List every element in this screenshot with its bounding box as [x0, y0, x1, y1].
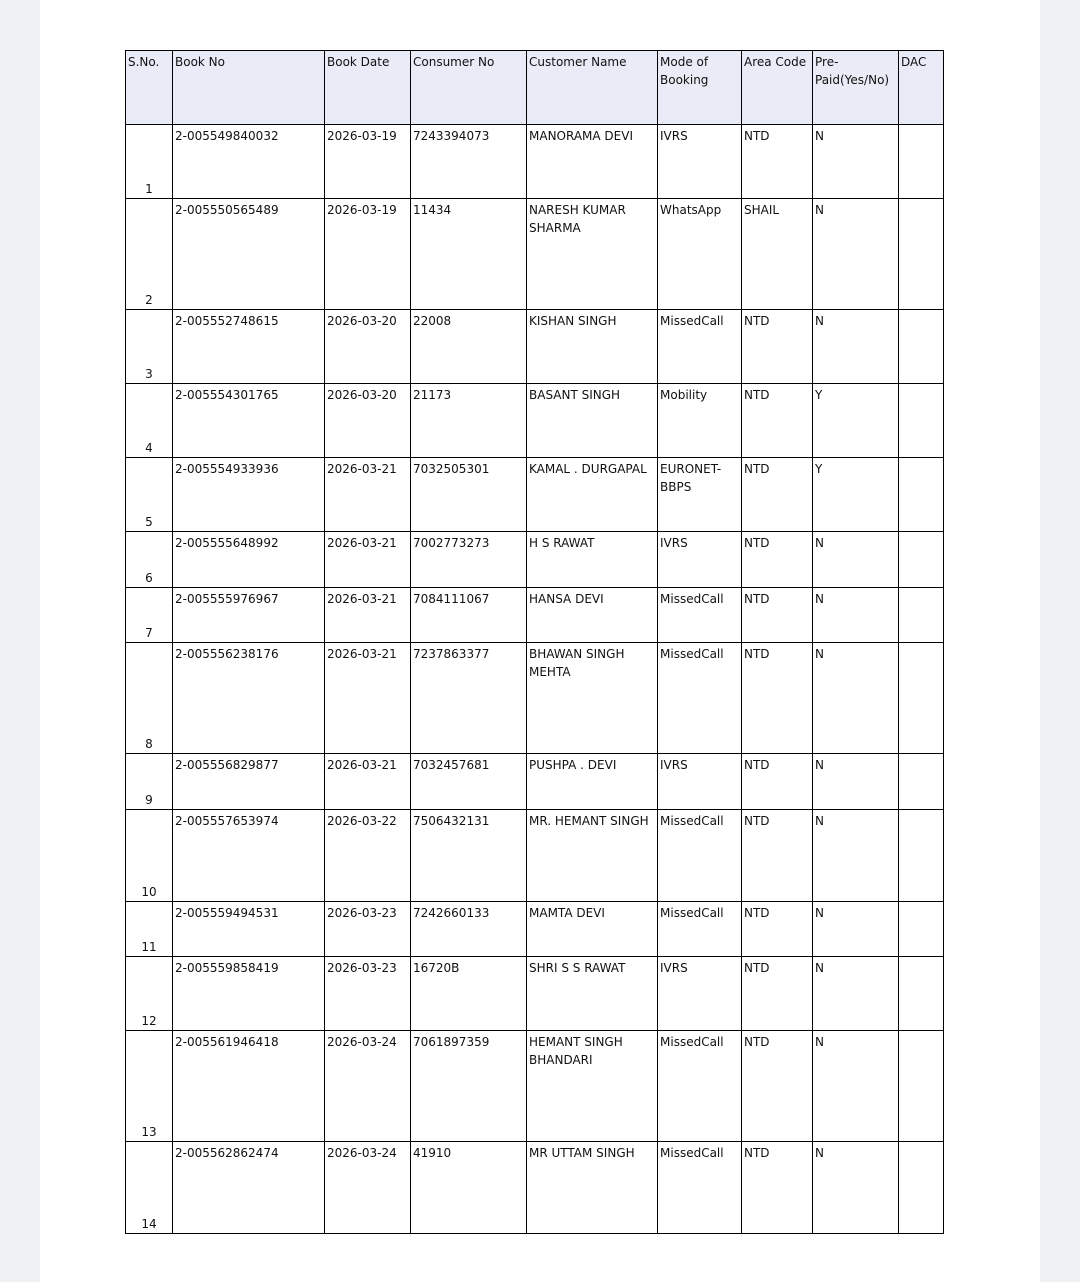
consumer-no-cell: 11434 — [411, 199, 527, 310]
sno-cell: 12 — [126, 957, 173, 1031]
sno-cell: 2 — [126, 199, 173, 310]
sno-cell: 13 — [126, 1031, 173, 1142]
header-sno: S.No. — [126, 51, 173, 125]
table-row — [126, 532, 944, 588]
header-row — [126, 51, 944, 125]
customer-name-cell: BASANT SINGH — [527, 384, 658, 458]
mode-of-booking-cell: IVRS — [658, 125, 742, 199]
prepaid-cell: N — [813, 902, 899, 957]
customer-name-cell: KAMAL . DURGAPAL — [527, 458, 658, 532]
area-code-cell: SHAIL — [742, 199, 813, 310]
book-date-cell: 2026-03-20 — [325, 310, 411, 384]
dac-cell — [899, 384, 944, 458]
book-no-cell: 2-005559494531 — [173, 902, 325, 957]
header-book-date: Book Date — [325, 51, 411, 125]
area-code-cell: NTD — [742, 754, 813, 810]
book-no-cell: 2-005554933936 — [173, 458, 325, 532]
book-no-cell: 2-005552748615 — [173, 310, 325, 384]
area-code-cell: NTD — [742, 384, 813, 458]
prepaid-cell: N — [813, 199, 899, 310]
customer-name-cell: HEMANT SINGH BHANDARI — [527, 1031, 658, 1142]
mode-of-booking-cell: MissedCall — [658, 588, 742, 643]
dac-cell — [899, 1031, 944, 1142]
book-date-cell: 2026-03-21 — [325, 458, 411, 532]
dac-cell — [899, 458, 944, 532]
prepaid-cell: N — [813, 957, 899, 1031]
customer-name-cell: H S RAWAT — [527, 532, 658, 588]
consumer-no-cell: 21173 — [411, 384, 527, 458]
table-row — [126, 1031, 944, 1142]
book-no-cell: 2-005550565489 — [173, 199, 325, 310]
customer-name-cell: KISHAN SINGH — [527, 310, 658, 384]
book-no-cell: 2-005549840032 — [173, 125, 325, 199]
book-no-cell: 2-005555648992 — [173, 532, 325, 588]
customer-name-cell: MANORAMA DEVI — [527, 125, 658, 199]
mode-of-booking-cell: IVRS — [658, 532, 742, 588]
sno-cell: 9 — [126, 754, 173, 810]
book-date-cell: 2026-03-21 — [325, 588, 411, 643]
dac-cell — [899, 754, 944, 810]
sno-cell: 6 — [126, 532, 173, 588]
book-no-cell: 2-005554301765 — [173, 384, 325, 458]
table-row — [126, 199, 944, 310]
table-row — [126, 902, 944, 957]
dac-cell — [899, 199, 944, 310]
area-code-cell: NTD — [742, 957, 813, 1031]
sno-cell: 8 — [126, 643, 173, 754]
prepaid-cell: N — [813, 310, 899, 384]
prepaid-cell: Y — [813, 384, 899, 458]
header-dac: DAC — [899, 51, 944, 125]
prepaid-cell: N — [813, 125, 899, 199]
mode-of-booking-cell: Mobility — [658, 384, 742, 458]
area-code-cell: NTD — [742, 902, 813, 957]
book-date-cell: 2026-03-21 — [325, 643, 411, 754]
customer-name-cell: MR. HEMANT SINGH — [527, 810, 658, 902]
prepaid-cell: N — [813, 754, 899, 810]
area-code-cell: NTD — [742, 1142, 813, 1234]
book-date-cell: 2026-03-23 — [325, 957, 411, 1031]
dac-cell — [899, 1142, 944, 1234]
dac-cell — [899, 532, 944, 588]
prepaid-cell: N — [813, 1142, 899, 1234]
sno-cell: 3 — [126, 310, 173, 384]
book-date-cell: 2026-03-24 — [325, 1031, 411, 1142]
book-date-cell: 2026-03-20 — [325, 384, 411, 458]
sno-cell: 1 — [126, 125, 173, 199]
consumer-no-cell: 7061897359 — [411, 1031, 527, 1142]
booking-table — [125, 50, 944, 1234]
book-no-cell: 2-005562862474 — [173, 1142, 325, 1234]
dac-cell — [899, 810, 944, 902]
consumer-no-cell: 41910 — [411, 1142, 527, 1234]
table-row — [126, 310, 944, 384]
area-code-cell: NTD — [742, 532, 813, 588]
dac-cell — [899, 588, 944, 643]
prepaid-cell: N — [813, 588, 899, 643]
consumer-no-cell: 16720B — [411, 957, 527, 1031]
header-area-code: Area Code — [742, 51, 813, 125]
book-date-cell: 2026-03-21 — [325, 754, 411, 810]
prepaid-cell: Y — [813, 458, 899, 532]
dac-cell — [899, 125, 944, 199]
consumer-no-cell: 7032505301 — [411, 458, 527, 532]
header-customer-name: Customer Name — [527, 51, 658, 125]
mode-of-booking-cell: MissedCall — [658, 810, 742, 902]
book-no-cell: 2-005556829877 — [173, 754, 325, 810]
book-no-cell: 2-005561946418 — [173, 1031, 325, 1142]
table-row — [126, 125, 944, 199]
mode-of-booking-cell: MissedCall — [658, 902, 742, 957]
book-date-cell: 2026-03-21 — [325, 532, 411, 588]
book-date-cell: 2026-03-19 — [325, 199, 411, 310]
mode-of-booking-cell: WhatsApp — [658, 199, 742, 310]
table-row — [126, 384, 944, 458]
area-code-cell: NTD — [742, 643, 813, 754]
customer-name-cell: BHAWAN SINGH MEHTA — [527, 643, 658, 754]
mode-of-booking-cell: MissedCall — [658, 1142, 742, 1234]
mode-of-booking-cell: MissedCall — [658, 1031, 742, 1142]
book-no-cell: 2-005555976967 — [173, 588, 325, 643]
dac-cell — [899, 310, 944, 384]
table-row — [126, 588, 944, 643]
book-no-cell: 2-005556238176 — [173, 643, 325, 754]
customer-name-cell: MAMTA DEVI — [527, 902, 658, 957]
area-code-cell: NTD — [742, 458, 813, 532]
book-date-cell: 2026-03-19 — [325, 125, 411, 199]
mode-of-booking-cell: EURONET-BBPS — [658, 458, 742, 532]
sno-cell: 4 — [126, 384, 173, 458]
sno-cell: 14 — [126, 1142, 173, 1234]
area-code-cell: NTD — [742, 310, 813, 384]
book-no-cell: 2-005559858419 — [173, 957, 325, 1031]
consumer-no-cell: 7032457681 — [411, 754, 527, 810]
consumer-no-cell: 7506432131 — [411, 810, 527, 902]
prepaid-cell: N — [813, 532, 899, 588]
area-code-cell: NTD — [742, 125, 813, 199]
customer-name-cell: NARESH KUMAR SHARMA — [527, 199, 658, 310]
customer-name-cell: PUSHPA . DEVI — [527, 754, 658, 810]
sno-cell: 10 — [126, 810, 173, 902]
mode-of-booking-cell: MissedCall — [658, 643, 742, 754]
header-prepaid: Pre-Paid(Yes/No) — [813, 51, 899, 125]
header-mode-of-booking: Mode of Booking — [658, 51, 742, 125]
sno-cell: 7 — [126, 588, 173, 643]
consumer-no-cell: 7243394073 — [411, 125, 527, 199]
area-code-cell: NTD — [742, 810, 813, 902]
customer-name-cell: MR UTTAM SINGH — [527, 1142, 658, 1234]
header-book-no: Book No — [173, 51, 325, 125]
book-date-cell: 2026-03-23 — [325, 902, 411, 957]
prepaid-cell: N — [813, 810, 899, 902]
table-row — [126, 1142, 944, 1234]
table-row — [126, 754, 944, 810]
consumer-no-cell: 7242660133 — [411, 902, 527, 957]
consumer-no-cell: 7002773273 — [411, 532, 527, 588]
sno-cell: 5 — [126, 458, 173, 532]
consumer-no-cell: 7084111067 — [411, 588, 527, 643]
table-row — [126, 643, 944, 754]
area-code-cell: NTD — [742, 1031, 813, 1142]
table-row — [126, 810, 944, 902]
prepaid-cell: N — [813, 643, 899, 754]
prepaid-cell: N — [813, 1031, 899, 1142]
area-code-cell: NTD — [742, 588, 813, 643]
consumer-no-cell: 7237863377 — [411, 643, 527, 754]
document-page — [40, 0, 1040, 1282]
customer-name-cell: SHRI S S RAWAT — [527, 957, 658, 1031]
book-no-cell: 2-005557653974 — [173, 810, 325, 902]
consumer-no-cell: 22008 — [411, 310, 527, 384]
mode-of-booking-cell: IVRS — [658, 754, 742, 810]
table-row — [126, 957, 944, 1031]
table-row — [126, 458, 944, 532]
mode-of-booking-cell: IVRS — [658, 957, 742, 1031]
dac-cell — [899, 902, 944, 957]
customer-name-cell: HANSA DEVI — [527, 588, 658, 643]
dac-cell — [899, 643, 944, 754]
mode-of-booking-cell: MissedCall — [658, 310, 742, 384]
book-date-cell: 2026-03-22 — [325, 810, 411, 902]
book-date-cell: 2026-03-24 — [325, 1142, 411, 1234]
sno-cell: 11 — [126, 902, 173, 957]
dac-cell — [899, 957, 944, 1031]
header-consumer-no: Consumer No — [411, 51, 527, 125]
